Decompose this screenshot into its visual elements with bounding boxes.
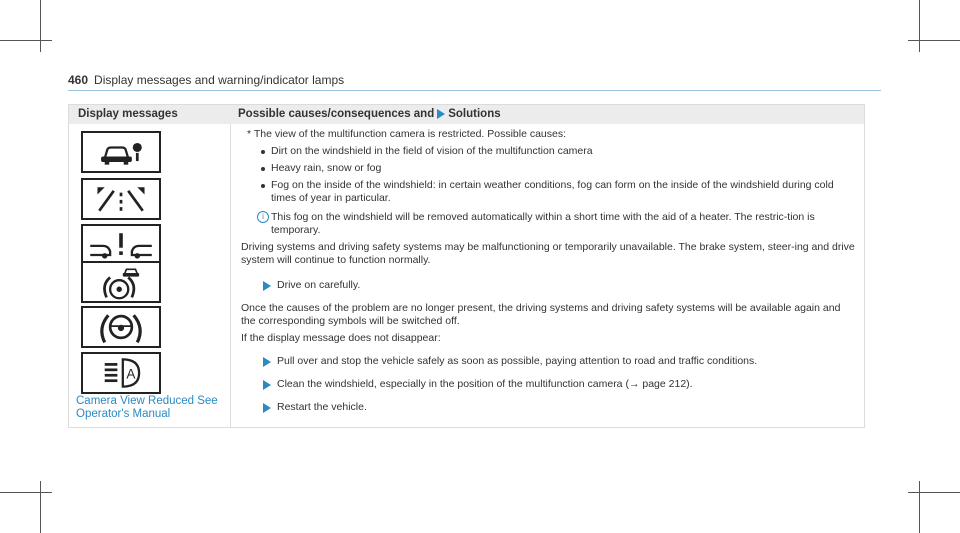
headlight-auto-icon [81, 352, 161, 394]
steering-assist-car-icon [81, 261, 161, 303]
distance-warning-icon [81, 224, 161, 266]
col-header-causes: Possible causes/consequences and Solutions [238, 108, 501, 120]
display-message-caption: Camera View Reduced See Operator's Manual [76, 395, 218, 420]
steering-wheel-hands-icon [81, 306, 161, 348]
cause-intro: * The view of the multifunction camera is restricted. Possible causes: [247, 128, 567, 140]
crop-mark [0, 40, 52, 41]
crop-mark [919, 0, 920, 52]
crop-mark [40, 481, 41, 533]
car-camera-icon [81, 131, 161, 173]
once-paragraph: Once the causes of the problem are no longer present, the driving systems and driving safety systems will be available again and the corresponding symbols will be switched off. [241, 302, 841, 327]
messages-table [68, 104, 865, 428]
lane-marking-warning-icon [81, 178, 161, 220]
header-rule [68, 90, 881, 91]
page-title: Display messages and warning/indicator lamps [94, 73, 345, 87]
list-item: Fog on the inside of the windshield: in certain weather conditions, fog can form on the inside of the windshield during cold times of year in particular. [241, 179, 856, 205]
crop-mark [919, 481, 920, 533]
causes-solutions-content [241, 128, 856, 414]
page-number: 460 [68, 73, 89, 87]
col-header-display-messages: Display messages [78, 108, 178, 120]
info-icon: i [257, 211, 269, 223]
arrow-icon [263, 357, 271, 367]
info-note: i This fog on the windshield will be removed automatically within a short time with the aid of a heater. The restric-tion is temporary. [241, 211, 856, 237]
arrow-icon [263, 281, 271, 291]
arrow-icon [263, 403, 271, 413]
crop-mark [0, 492, 52, 493]
crop-mark [908, 492, 960, 493]
action-step: Drive on carefully. [241, 279, 856, 292]
list-item: Heavy rain, snow or fog [241, 162, 856, 175]
arrow-icon [263, 380, 271, 390]
if-paragraph: If the display message does not disappear: [241, 332, 441, 344]
crop-mark [908, 40, 960, 41]
driving-systems-paragraph: Driving systems and driving safety systems may be malfunctioning or temporarily unavailable. The brake system, steer-ing and drive system will continue to function normally. [241, 241, 855, 266]
action-step: Clean the windshield, especially in the position of the multifunction camera (→ page 212). [241, 378, 856, 391]
svg-text:A: A [126, 366, 136, 382]
list-item: Dirt on the windshield in the field of vision of the multifunction camera [241, 145, 856, 158]
page-reference-link[interactable]: → page 212). [628, 378, 693, 390]
action-step: Pull over and stop the vehicle safely as soon as possible, paying attention to road and traffic conditions. [241, 355, 856, 368]
arrow-icon [437, 109, 445, 119]
page-header [68, 73, 344, 87]
action-step: Restart the vehicle. [241, 401, 856, 414]
column-divider [230, 124, 231, 427]
crop-mark [40, 0, 41, 52]
table-header [69, 105, 864, 124]
